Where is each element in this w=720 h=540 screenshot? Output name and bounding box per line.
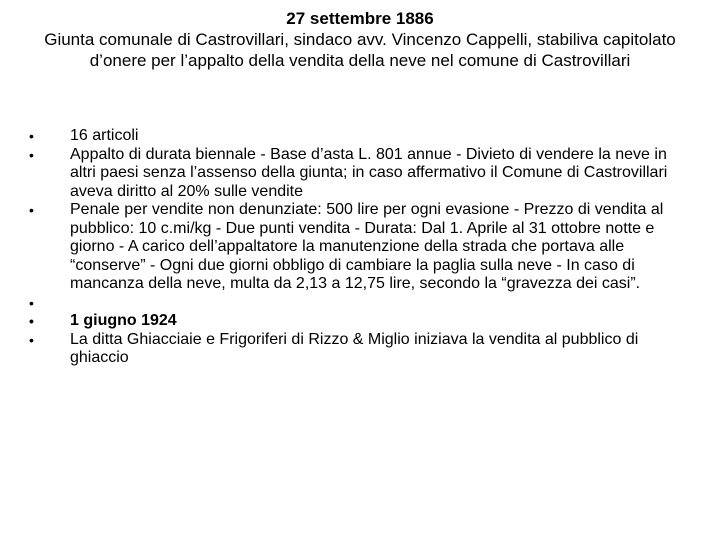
bullet-list: [0, 127, 720, 368]
bullet-item: [0, 146, 670, 202]
bullet-item-empty: [0, 294, 670, 313]
bullet-icon: •: [29, 146, 34, 163]
bullet-icon: •: [29, 128, 34, 144]
bullet-item: [0, 331, 670, 368]
slide-header: [40, 8, 680, 71]
bullet-icon: •: [29, 313, 34, 329]
bullet-text: Appalto di durata biennale - Base d’asta L. 801 annue - Divieto di vendere la neve in altri paesi senza l’assenso della giunta; in caso affermativo il Comune di Castrovillari aveva diritto al 20% sulle vendite: [70, 145, 668, 200]
bullet-item-date: [0, 312, 670, 331]
header-date: 27 settembre 1886: [286, 9, 434, 28]
bullet-text: La ditta Ghiacciaie e Frigoriferi di Rizzo & Miglio iniziava la vendita al pubblico di ghiaccio: [70, 330, 639, 366]
bullet-icon: •: [29, 294, 34, 311]
bullet-item: [0, 201, 670, 294]
bullet-text: 16 articoli: [70, 127, 139, 144]
bullet-text: 1 giugno 1924: [70, 312, 177, 329]
header-description: Giunta comunale di Castrovillari, sindaco avv. Vincenzo Cappelli, stabiliva capitolato d’onere per l’appalto della vendita della neve nel comune di Castrovillari: [44, 30, 676, 70]
bullet-icon: •: [29, 331, 34, 348]
bullet-icon: •: [29, 202, 34, 218]
bullet-text: Penale per vendite non denunziate: 500 lire per ogni evasione - Prezzo di vendita al pubblico: 10 c.mi/kg - Due punti vendita - Durata: Dal 1. Aprile al 31 ottobre notte e giorno - A carico dell’appaltatore la manutenzione della strada che portava alle “conserve” - Ogni due giorni obbligo di cambiare la paglia sulla neve - In caso di mancanza della neve, multa da 2,13 a 12,75 lire, secondo la “gravezza dei casi”.: [70, 201, 664, 292]
bullet-item: [0, 127, 670, 146]
